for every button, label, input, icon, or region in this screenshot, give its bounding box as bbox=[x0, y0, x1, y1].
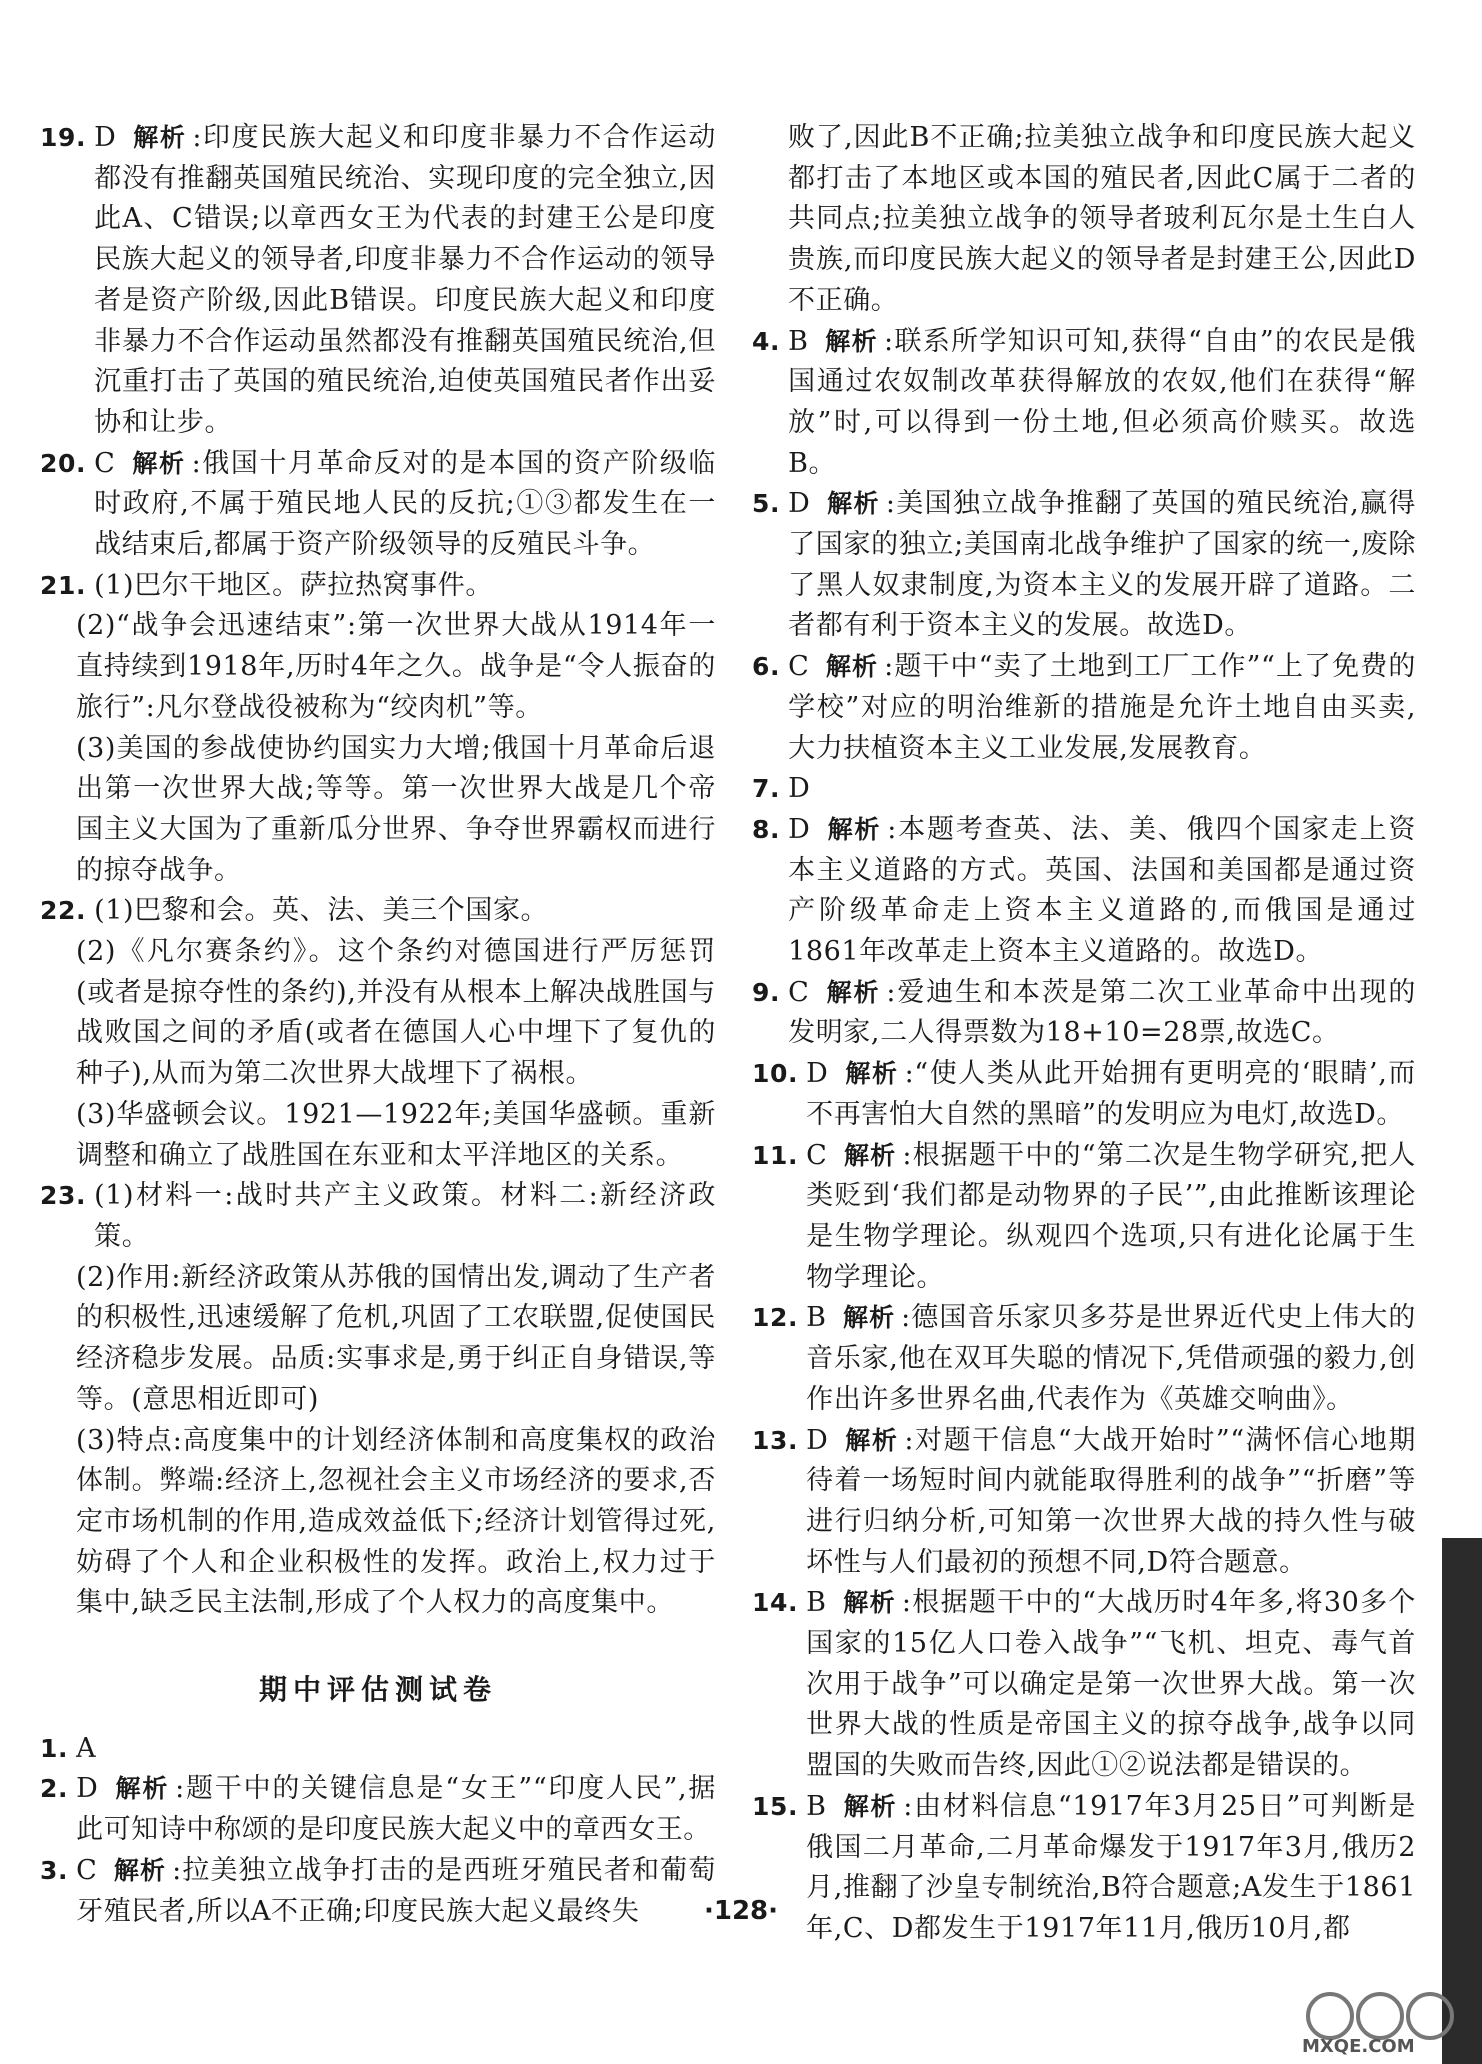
analysis-text: :德国音乐家贝多芬是世界近代史上伟大的音乐家,他在双耳失聪的情况下,凭借顽强的毅力,创作出许多世界名曲,代表作为《英雄交响曲》。 bbox=[806, 1302, 1416, 1415]
sub-answer-1: (1)材料一:战时共产主义政策。材料二:新经济政策。 bbox=[94, 1180, 716, 1252]
question-number: 11. bbox=[752, 1140, 799, 1170]
answer-body bbox=[94, 566, 716, 607]
sub-answer-2: (2)作用:新经济政策从苏俄的国情出发,调动了生产者的积极性,迅速缓解了危机,巩固了工农联盟,促使国民经济稳步发展。品质:实事求是,勇于纠正自身错误,等等。(意思相近即可) bbox=[76, 1261, 716, 1415]
question-number: 5. bbox=[752, 489, 781, 519]
sub-answer-2: (2)“战争会迅速结束”:第一次世界大战从1914年一直持续到1918年,历时4年之久。战争是“令人振奋的旅行”:凡尔登战役被称为“绞肉机”等。 bbox=[76, 610, 716, 723]
analysis-label: 解析 bbox=[824, 326, 879, 356]
answer-letter: C bbox=[76, 1854, 98, 1886]
analysis-text: :联系所学知识可知,获得“自由”的农民是俄国通过农奴制改革获得解放的农奴,他们在获得“解放”时,可以得到一份土地,但必须高价赎买。故选B。 bbox=[788, 325, 1416, 479]
answer-body bbox=[94, 444, 716, 566]
analysis-label: 解析 bbox=[826, 489, 880, 519]
answer-body bbox=[806, 1136, 1416, 1299]
answer-letter: D bbox=[788, 488, 811, 520]
analysis-text: :根据题干中的“第二次是生物学研究,把人类贬到‘我们都是动物界的子民’”,由此推断该理论是生物学理论。纵观四个选项,只有进化论属于生物学理论。 bbox=[806, 1139, 1416, 1293]
analysis-text: :由材料信息“1917年3月25日”可判断是俄国二月革命,二月革命爆发于1917年3月,俄历2月,推翻了沙皇专制统治,B符合题意;A发生于1861年,C、D都发生于1917年11月,俄历10月,都 bbox=[806, 1790, 1417, 1944]
analysis-label: 解析 bbox=[826, 814, 882, 844]
answer-body bbox=[788, 322, 1416, 485]
answer-m14 bbox=[752, 1583, 1416, 1787]
analysis-text: :俄国十月革命反对的是本国的资产阶级临时政府,不属于殖民地人民的反抗;①③都发生在一战结束后,都属于资产阶级领导的反殖民斗争。 bbox=[94, 447, 717, 561]
analysis-label: 解析 bbox=[842, 1303, 896, 1333]
answer-body bbox=[788, 484, 1416, 647]
analysis-label: 解析 bbox=[842, 1588, 896, 1618]
answer-body bbox=[788, 647, 1416, 769]
question-number: 19. bbox=[40, 123, 87, 152]
answer-body bbox=[806, 1298, 1416, 1420]
answer-m9 bbox=[752, 973, 1416, 1054]
answer-letter: B bbox=[806, 1302, 827, 1334]
answer-letter: D bbox=[788, 813, 811, 845]
analysis-label: 解析 bbox=[825, 977, 881, 1007]
answer-letter: D bbox=[94, 122, 117, 153]
question-number: 1. bbox=[40, 1733, 69, 1763]
answer-body bbox=[788, 769, 1416, 810]
answer-letter: C bbox=[788, 651, 810, 683]
answer-letter: B bbox=[806, 1587, 827, 1619]
answer-m13 bbox=[752, 1421, 1416, 1584]
answer-body bbox=[788, 973, 1416, 1054]
analysis-label: 解析 bbox=[113, 1855, 167, 1885]
answer-letter: D bbox=[806, 1424, 829, 1456]
answer-body bbox=[806, 1054, 1416, 1135]
answer-body bbox=[76, 1769, 716, 1850]
analysis-label: 解析 bbox=[842, 1791, 898, 1821]
answer-20 bbox=[40, 444, 716, 566]
analysis-text: :拉美独立战争打击的是西班牙殖民者和葡萄牙殖民者,所以A不正确;印度民族大起义最终失 bbox=[76, 1854, 716, 1927]
left-column bbox=[40, 118, 716, 1932]
answer-body bbox=[94, 1176, 716, 1257]
question-number: 23. bbox=[40, 1181, 87, 1211]
answer-body bbox=[76, 1729, 716, 1770]
answer-letter: D bbox=[788, 773, 811, 805]
answer-letter: B bbox=[806, 1790, 827, 1822]
analysis-label: 解析 bbox=[825, 652, 879, 682]
answer-m4 bbox=[752, 322, 1416, 485]
sub-answer-3: (3)美国的参战使协约国实力大增;俄国十月革命后退出第一次世界大战;等等。第一次世界大战是几个帝国主义大国为了重新瓜分世界、争夺世界霸权而进行的掠夺战争。 bbox=[76, 732, 716, 886]
question-number: 7. bbox=[752, 774, 781, 804]
answer-21 bbox=[40, 566, 716, 607]
analysis-text: :美国独立战争推翻了英国的殖民统治,赢得了国家的独立;美国南北战争维护了国家的统一,废除了黑人奴隶制度,为资本主义的发展开辟了道路。二者都有利于资本主义的发展。故选D。 bbox=[788, 488, 1417, 642]
question-number: 8. bbox=[752, 814, 781, 844]
answer-letter: D bbox=[806, 1058, 829, 1090]
answer-m3-continued: 败了,因此B不正确;拉美独立战争和印度民族大起义都打击了本地区或本国的殖民者,因此C属于二者的共同点;拉美独立战争的领导者玻利瓦尔是土生白人贵族,而印度民族大起义的领导者是封建王公,因此D不正确。 bbox=[788, 122, 1416, 316]
answer-letter: D bbox=[76, 1773, 99, 1805]
question-number: 13. bbox=[752, 1425, 799, 1455]
analysis-label: 解析 bbox=[114, 1774, 170, 1804]
answer-23 bbox=[40, 1176, 716, 1257]
answer-m7 bbox=[752, 769, 1416, 810]
answer-m5 bbox=[752, 484, 1416, 647]
answer-m10 bbox=[752, 1054, 1416, 1135]
answer-letter: C bbox=[788, 976, 810, 1008]
watermark-text: MXQE.COM bbox=[1302, 2036, 1415, 2057]
question-number: 22. bbox=[40, 896, 87, 926]
analysis-label: 解析 bbox=[843, 1140, 897, 1170]
answer-body bbox=[94, 118, 716, 444]
page-number: ·128· bbox=[703, 1896, 779, 1926]
sub-answer-1: (1)巴尔干地区。萨拉热窝事件。 bbox=[94, 569, 493, 601]
answer-letter: B bbox=[788, 325, 809, 357]
question-number: 20. bbox=[40, 448, 87, 478]
answer-letter: C bbox=[806, 1139, 828, 1171]
question-number: 14. bbox=[752, 1588, 799, 1618]
section-title: 期中评估测试卷 bbox=[258, 1673, 497, 1707]
answer-22 bbox=[40, 891, 716, 932]
question-number: 15. bbox=[752, 1791, 799, 1821]
answer-19 bbox=[40, 118, 716, 444]
analysis-label: 解析 bbox=[844, 1425, 899, 1455]
answer-m8 bbox=[752, 810, 1416, 973]
sub-answer-2: (2)《凡尔赛条约》。这个条约对德国进行严厉惩罚(或者是掠夺性的条约),并没有从根本上解决战胜国与战败国之间的矛盾(或者在德国人心中埋下了复仇的种子),从而为第二次世界大战埋下了祸根。 bbox=[76, 936, 716, 1090]
analysis-text: :“使人类从此开始拥有更明亮的‘眼睛’,而不再害怕大自然的黑暗”的发明应为电灯,故选D。 bbox=[806, 1058, 1416, 1130]
analysis-text: :印度民族大起义和印度非暴力不合作运动都没有推翻英国殖民统治、实现印度的完全独立,因此A、C错误;以章西女王为代表的封建王公是印度民族大起义的领导者,印度非暴力不合作运动的领导者是资产阶级,因此B错误。印度民族大起义和印度非暴力不合作运动虽然都没有推翻英国殖民统治,但沉重打击了英国的殖民统治,迫使英国殖民者作出妥协和让步。 bbox=[94, 122, 717, 438]
answer-m2 bbox=[40, 1769, 716, 1850]
sub-answer-3: (3)特点:高度集中的计划经济体制和高度集权的政治体制。弊端:经济上,忽视社会主义市场经济的要求,否定市场机制的作用,造成效益低下;经济计划管得过死,妨碍了个人和企业积极性的发挥。政治上,权力过于集中,缺乏民主法制,形成了个人权力的高度集中。 bbox=[76, 1424, 716, 1619]
sub-answer-1: (1)巴黎和会。英、法、美三个国家。 bbox=[94, 895, 549, 927]
analysis-text: :爱迪生和本茨是第二次工业革命中出现的发明家,二人得票数为18+10=28票,故选C。 bbox=[788, 976, 1417, 1049]
answer-m12 bbox=[752, 1298, 1416, 1420]
analysis-text: :本题考查英、法、美、俄四个国家走上资本主义道路的方式。英国、法国和美国都是通过资产阶级革命走上资本主义道路的,而俄国是通过1861年改革走上资本主义道路的。故选D。 bbox=[788, 813, 1417, 968]
answer-letter: A bbox=[76, 1732, 97, 1764]
analysis-label: 解析 bbox=[844, 1059, 899, 1089]
right-column bbox=[752, 118, 1416, 1950]
analysis-label: 解析 bbox=[131, 448, 186, 478]
answer-body bbox=[806, 1421, 1416, 1584]
answer-body bbox=[788, 810, 1416, 973]
analysis-text: :根据题干中的“大战历时4年多,将30多个国家的15亿人口卷入战争”“飞机、坦克、毒气首次用于战争”可以确定是第一次世界大战。第一次世界大战的性质是帝国主义的掠夺战争,战争以同盟国的失败而告终,因此①②说法都是错误的。 bbox=[806, 1587, 1417, 1782]
analysis-text: :题干中的关键信息是“女王”“印度人民”,据此可知诗中称颂的是印度民族大起义中的章西女王。 bbox=[76, 1773, 716, 1846]
analysis-text: :对题干信息“大战开始时”“满怀信心地期待着一场短时间内就能取得胜利的战争”“折磨”等进行归纳分析,可知第一次世界大战的持久性与破坏性与人们最初的预想不同,D符合题意。 bbox=[806, 1424, 1417, 1578]
answer-letter: C bbox=[94, 447, 116, 479]
answer-m1 bbox=[40, 1729, 716, 1770]
question-number: 4. bbox=[752, 326, 781, 356]
answer-body bbox=[806, 1583, 1416, 1787]
question-number: 12. bbox=[752, 1303, 799, 1333]
question-number: 10. bbox=[752, 1059, 799, 1089]
question-number: 6. bbox=[752, 652, 781, 682]
sub-answer-3: (3)华盛顿会议。1921—1922年;美国华盛顿。重新调整和确立了战胜国在东亚和太平洋地区的关系。 bbox=[76, 1098, 716, 1171]
question-number: 21. bbox=[40, 570, 87, 600]
analysis-label: 解析 bbox=[132, 123, 187, 152]
answer-m6 bbox=[752, 647, 1416, 769]
answer-m11 bbox=[752, 1136, 1416, 1299]
question-number: 3. bbox=[40, 1855, 69, 1885]
analysis-text: :题干中“卖了土地到工厂工作”“上了免费的学校”对应的明治维新的措施是允许土地自由买卖,大力扶植资本主义工业发展,发展教育。 bbox=[788, 651, 1416, 764]
question-number: 9. bbox=[752, 977, 781, 1007]
answer-body bbox=[94, 891, 716, 932]
question-number: 2. bbox=[40, 1774, 69, 1804]
